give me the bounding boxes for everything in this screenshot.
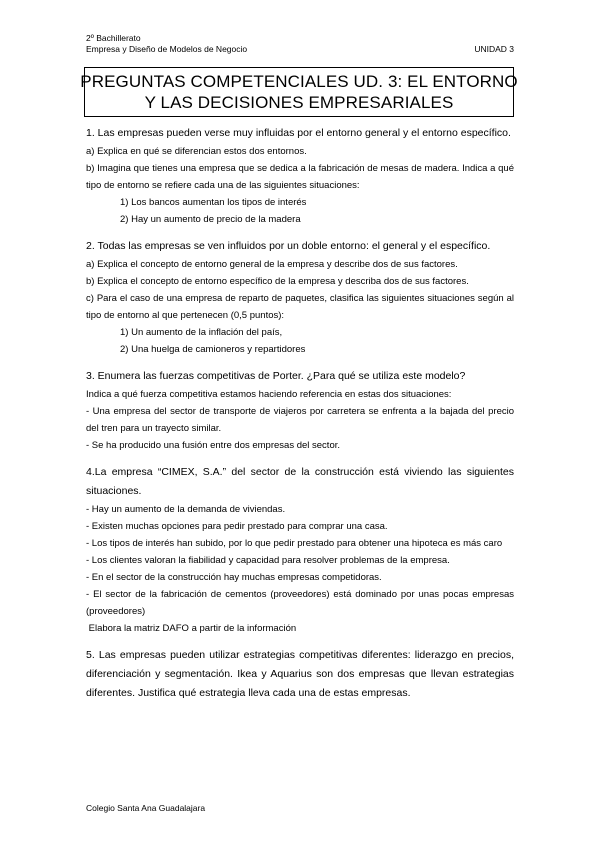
q3-item-1: - Una empresa del sector de transporte de viajeros por carretera se enfrenta a la bajada del precio del tren para un trayecto similar. bbox=[86, 406, 514, 434]
q2-item-2: 2) Una huelga de camioneros y repartidores bbox=[120, 344, 306, 355]
q1-a: a) Explica en qué se diferencian estos dos entornos. bbox=[86, 146, 307, 157]
header-course: 2º Bachillerato bbox=[86, 33, 141, 43]
q1-b: b) Imagina que tienes una empresa que se dedica a la fabricación de mesas de madera. Indica a qué tipo de entorno se refiere cada una de las siguientes situaciones: bbox=[86, 163, 514, 191]
q4-task: Elabora la matriz DAFO a partir de la información bbox=[86, 623, 297, 634]
title-line-2: Y LAS DECISIONES EMPRESARIALES bbox=[144, 93, 454, 112]
q3-intro: Indica a qué fuerza competitiva estamos haciendo referencia en estas dos situaciones: bbox=[86, 389, 452, 400]
title-line-1: PREGUNTAS COMPETENCIALES UD. 3: EL ENTORNO bbox=[80, 72, 518, 91]
q2-b: b) Explica el concepto de entorno específico de la empresa y describa dos de sus factores. bbox=[86, 276, 469, 287]
q4-item-2: - Existen muchas opciones para pedir prestado para comprar una casa. bbox=[86, 521, 388, 532]
q4-stem: 4.La empresa “CIMEX, S.A.” del sector de la construcción está viviendo las siguientes situaciones. bbox=[86, 466, 514, 497]
q3-stem: 3. Enumera las fuerzas competitivas de Porter. ¿Para qué se utiliza este modelo? bbox=[86, 370, 466, 382]
question-3 bbox=[86, 367, 514, 454]
title-box bbox=[80, 67, 518, 117]
q3-item-2: - Se ha producido una fusión entre dos empresas del sector. bbox=[86, 440, 341, 451]
q4-item-4: - Los clientes valoran la fiabilidad y capacidad para resolver problemas de la empresa. bbox=[86, 555, 450, 566]
q1-item-1: 1) Los bancos aumentan los tipos de interés bbox=[120, 197, 307, 208]
q5-stem: 5. Las empresas pueden utilizar estrategias competitivas diferentes: liderazgo en precios, diferenciación y segmentación. Ikea y Aquarius son dos empresas que llevan estrategias diferentes. Justifica qué estrategia lleva cada una de estas empresas. bbox=[86, 649, 514, 699]
question-1 bbox=[86, 124, 514, 228]
q4-item-5: - En el sector de la construcción hay muchas empresas competidoras. bbox=[86, 572, 382, 583]
q2-item-1: 1) Un aumento de la inflación del país, bbox=[120, 327, 283, 338]
q4-item-1: - Hay un aumento de la demanda de viviendas. bbox=[86, 504, 286, 515]
document-content bbox=[86, 124, 514, 703]
q4-item-3: - Los tipos de interés han subido, por lo que pedir prestado para obtener una hipoteca es más caro bbox=[86, 538, 503, 549]
q2-stem: 2. Todas las empresas se ven influidos por un doble entorno: el general y el específico. bbox=[86, 240, 491, 252]
q1-item-2: 2) Hay un aumento de precio de la madera bbox=[120, 214, 301, 225]
q4-item-6: - El sector de la fabricación de cementos (proveedores) está dominado por unas pocas empresas (proveedores) bbox=[86, 589, 514, 617]
q1-stem: 1. Las empresas pueden verse muy influidas por el entorno general y el entorno específico. bbox=[86, 127, 511, 139]
header-unit: UNIDAD 3 bbox=[474, 44, 514, 54]
q2-a: a) Explica el concepto de entorno general de la empresa y describe dos de sus factores. bbox=[86, 259, 458, 270]
q2-c: c) Para el caso de una empresa de reparto de paquetes, clasifica las siguientes situaciones según al tipo de entorno al que pertenecen (0,5 puntos): bbox=[86, 293, 514, 321]
header-subject: Empresa y Diseño de Modelos de Negocio bbox=[86, 44, 248, 54]
question-4 bbox=[86, 463, 514, 637]
footer-school: Colegio Santa Ana Guadalajara bbox=[86, 803, 206, 813]
question-5 bbox=[86, 646, 514, 703]
question-2 bbox=[86, 237, 514, 358]
